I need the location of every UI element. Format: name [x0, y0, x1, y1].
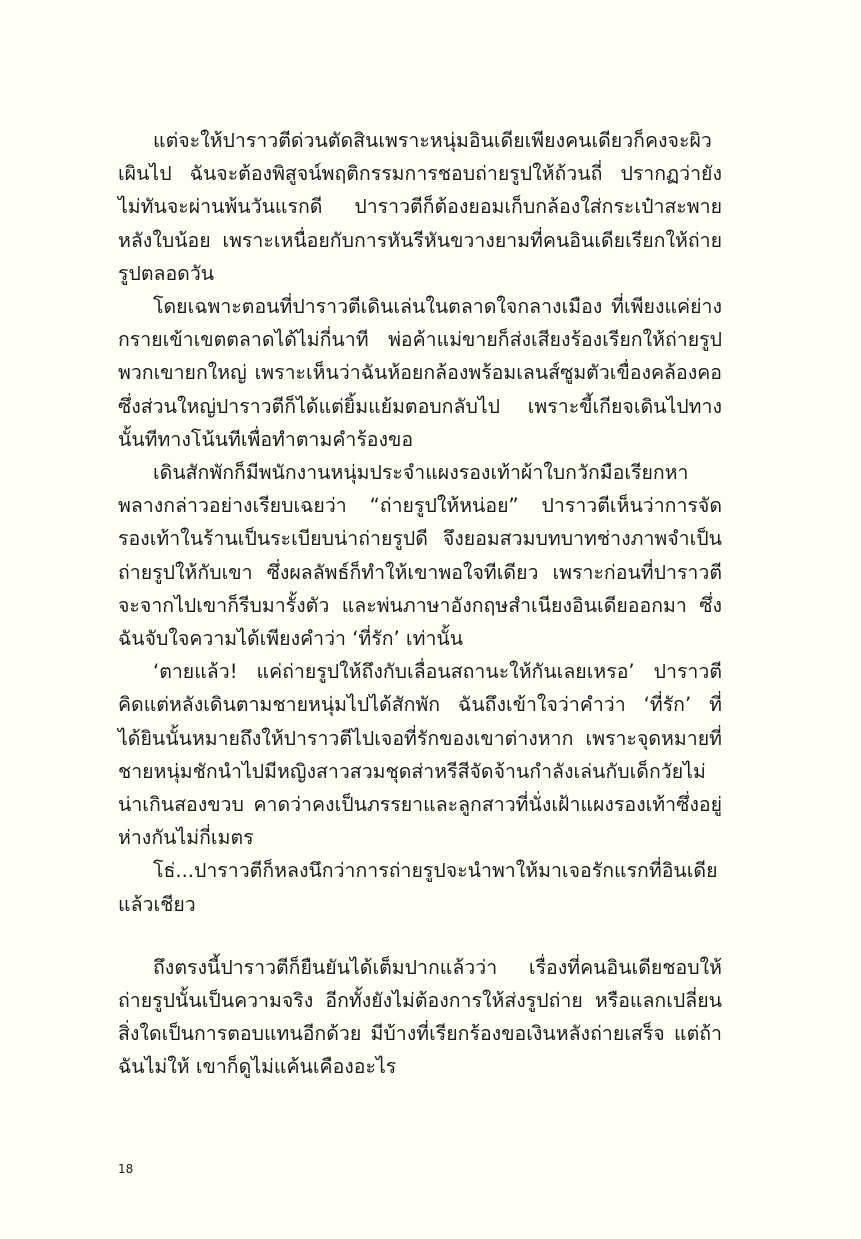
paragraph-4: ‘ตายแล้ว! แค่ถ่ายรูปให้ถึงกับเลื่อนสถานะให้กันเลยเหรอ’ ปาราวตีคิดแต่หลังเดินตามชายหนุ่มไปได้สักพัก ฉันถึงเข้าใจว่าคำว่า ‘ที่รัก’ ที่ได้ยินนั้นหมายถึงให้ปาราวตีไปเจอที่รักของเขาต่างหาก เพราะจุดหมายที่ชายหนุ่มชักนำไปมีหญิงสาวสวมชุดส่าหรีสีจัดจ้านกำลังเล่นกับเด็กวัยไม่น่าเกินสองขวบ คาดว่าคงเป็นภรรยาและลูกสาวที่นั่งเฝ้าแผงรองเท้าซึ่งอยู่ห่างกันไม่กี่เมตร	[118, 660, 722, 850]
paragraph-2: โดยเฉพาะตอนที่ปาราวตีเดินเล่นในตลาดใจกลางเมือง ที่เพียงแค่ย่างกรายเข้าเขตตลาดได้ไม่กี่นาที พ่อค้าแม่ขายก็ส่งเสียงร้องเรียกให้ถ่ายรูปพวกเขายกใหญ่ เพราะเห็นว่าฉันห้อยกล้องพร้อมเลนส์ซูมตัวเขื่องคล้องคอ ซึ่งส่วนใหญ่ปาราวตีก็ได้แต่ยิ้มแย้มตอบกลับไป เพราะขี้เกียจเดินไปทางนั้นทีทางโน้นทีเพื่อทำตามคำร้องขอ	[118, 295, 722, 451]
paragraph-1: แต่จะให้ปาราวตีด่วนตัดสินเพราะหนุ่มอินเดียเพียงคนเดียวก็คงจะผิวเผินไป ฉันจะต้องพิสูจน์พฤติกรรมการชอบถ่ายรูปให้ถ้วนถี่ ปรากฏว่ายังไม่ทันจะผ่านพ้นวันแรกดี ปาราวตีก็ต้องยอมเก็บกล้องใส่กระเป๋าสะพายหลังใบน้อย เพราะเหนื่อยกับการหันรีหันขวางยามที่คนอินเดียเรียกให้ถ่ายรูปตลอดวัน	[118, 129, 722, 285]
paragraph-3: เดินสักพักก็มีพนักงานหนุ่มประจำแผงรองเท้าผ้าใบกวักมือเรียกหาพลางกล่าวอย่างเรียบเฉยว่า “ถ่ายรูปให้หน่อย” ปาราวตีเห็นว่าการจัดรองเท้าในร้านเป็นระเบียบน่าถ่ายรูปดี จึงยอมสวมบทบาทช่างภาพจำเป็นถ่ายรูปให้กับเขา ซึ่งผลลัพธ์ก็ทำให้เขาพอใจทีเดียว เพราะก่อนที่ปาราวตีจะจากไปเขาก็รีบมารั้งตัว และพ่นภาษาอังกฤษสำเนียงอินเดียออกมา ซึ่งฉันจับใจความได้เพียงคำว่า ‘ที่รัก’ เท่านั้น	[118, 461, 722, 651]
paragraph-5: โธ่...ปาราวตีก็หลงนึกว่าการถ่ายรูปจะนำพาให้มาเจอรักแรกที่อินเดียแล้วเชียว	[118, 859, 718, 916]
body-text	[118, 124, 722, 1084]
page-number: 18	[118, 1162, 134, 1176]
paragraph-6: ถึงตรงนี้ปาราวตีก็ยืนยันได้เต็มปากแล้วว่า เรื่องที่คนอินเดียชอบให้ถ่ายรูปนั้นเป็นความจริง อีกทั้งยังไม่ต้องการให้ส่งรูปถ่าย หรือแลกเปลี่ยนสิ่งใดเป็นการตอบแทนอีกด้วย มีบ้างที่เรียกร้องขอเงินหลังถ่ายเสร็จ แต่ถ้าฉันไม่ให้ เขาก็ดูไม่แค้นเคืองอะไร	[118, 955, 722, 1079]
